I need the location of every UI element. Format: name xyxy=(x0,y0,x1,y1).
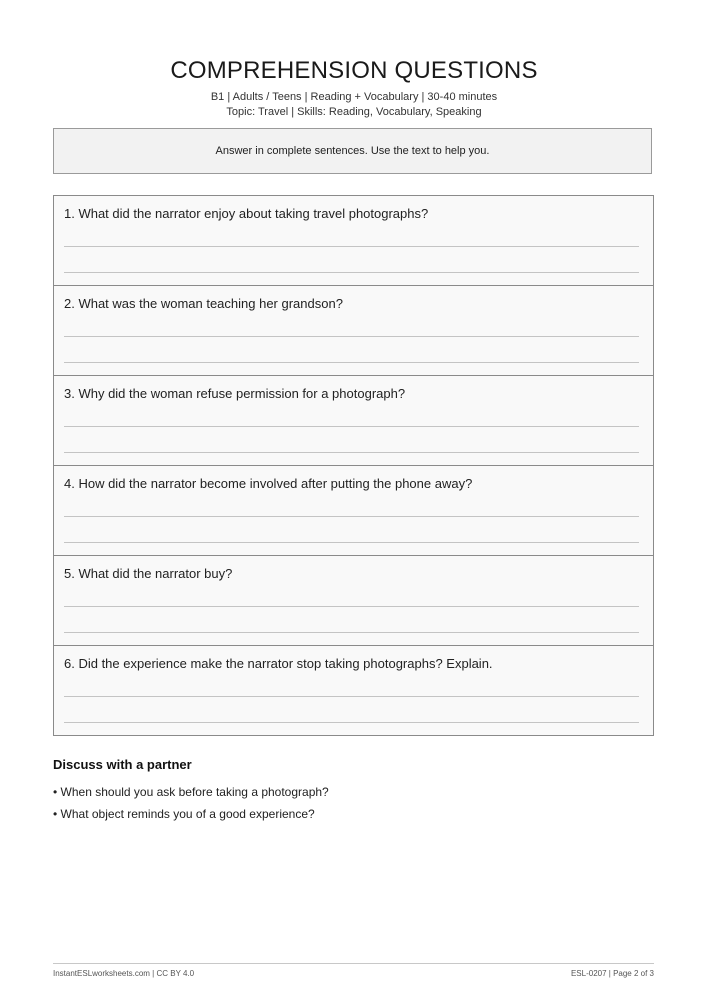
instructions-text: Answer in complete sentences. Use the text to help you. xyxy=(215,145,490,157)
question-block xyxy=(54,466,653,556)
question-text: 5. What did the narrator buy? xyxy=(64,566,233,581)
instructions-box xyxy=(53,128,652,174)
question-block xyxy=(54,556,653,646)
answer-line[interactable] xyxy=(64,362,639,363)
level-meta: B1 | Adults / Teens | Reading + Vocabulary | 30-40 minutes xyxy=(210,91,498,103)
discussion-item: • What object reminds you of a good experience? xyxy=(53,807,315,821)
page-title: COMPREHENSION QUESTIONS xyxy=(170,57,538,84)
topic-meta: Topic: Travel | Skills: Reading, Vocabulary, Speaking xyxy=(226,106,482,118)
answer-line[interactable] xyxy=(64,336,639,337)
question-block xyxy=(54,196,653,286)
answer-line[interactable] xyxy=(64,426,639,427)
discussion-list xyxy=(53,784,329,828)
answer-line[interactable] xyxy=(64,632,639,633)
question-text: 6. Did the experience make the narrator stop taking photographs? Explain. xyxy=(64,656,493,671)
question-text: 4. How did the narrator become involved after putting the phone away? xyxy=(64,476,473,491)
question-block xyxy=(54,376,653,466)
answer-line[interactable] xyxy=(64,452,639,453)
footer-divider xyxy=(53,963,654,964)
footer-credit: InstantESLworksheets.com | CC BY 4.0 xyxy=(53,969,195,978)
answer-line[interactable] xyxy=(64,722,639,723)
question-block xyxy=(54,286,653,376)
answer-line[interactable] xyxy=(64,542,639,543)
answer-line[interactable] xyxy=(64,516,639,517)
answer-line[interactable] xyxy=(64,696,639,697)
questions-table xyxy=(53,195,654,736)
question-text: 1. What did the narrator enjoy about taking travel photographs? xyxy=(64,206,429,221)
answer-line[interactable] xyxy=(64,272,639,273)
discussion-item: • When should you ask before taking a photograph? xyxy=(53,785,329,799)
question-block xyxy=(54,646,653,735)
answer-line[interactable] xyxy=(64,606,639,607)
footer-page-number: ESL-0207 | Page 2 of 3 xyxy=(570,969,654,978)
discussion-heading: Discuss with a partner xyxy=(53,757,192,772)
question-text: 2. What was the woman teaching her grandson? xyxy=(64,296,343,311)
answer-line[interactable] xyxy=(64,246,639,247)
question-text: 3. Why did the woman refuse permission for a photograph? xyxy=(64,386,406,401)
